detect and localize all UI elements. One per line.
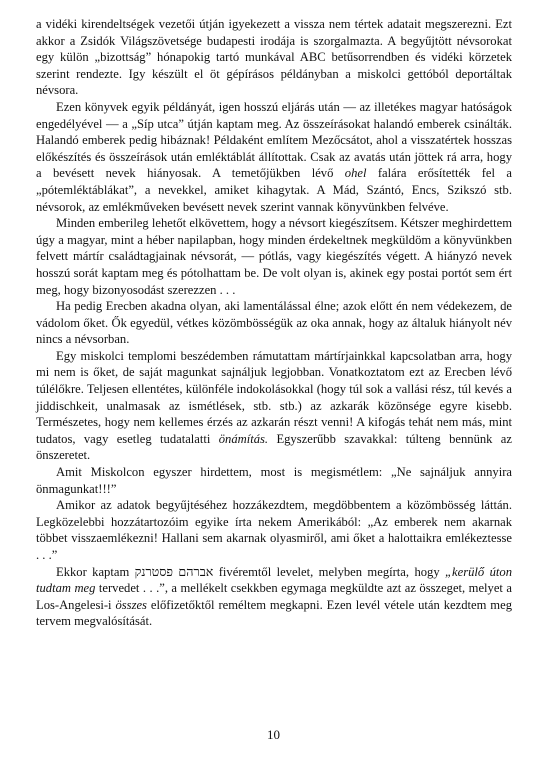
paragraph-2-italic-ohel: ohel (344, 166, 367, 181)
paragraph-4-text: Ha pedig Erecben akadna olyan, aki lamentálással élne; azok előtt én nem védekezem, de vádolom őket. Ők egyedül, vétkes közömbösségük az oka annak, hogy az általuk hiányolt név nincs a névsorban. (36, 299, 512, 347)
paragraph-6-text: Amit Miskolcon egyszer hirdettem, most is megismétlem: „Ne sajnáljuk annyira önmagunkat!!!” (36, 465, 512, 496)
paragraph-8-italic-osszes: összes (115, 597, 147, 612)
page-number: 10 (267, 727, 280, 742)
paragraph-8-text-d: tervedet . . .”, a mellékelt csekkben egymaga megküldte azt az összeget, melyet a Los-Angelesi-i (36, 581, 512, 612)
paragraph-8-italic-quote: „kerülő úton tudtam meg (36, 564, 512, 596)
paragraph-2-text-c: falára erősítették fel a „pótemléktáblákat”, a nevekkel, amiket kihagytak. A Mád, Szántó, Encs, Szikszó stb. névsorok, az emlékműveken bevésett nevek szerint vannak könyvünkben felvéve. (36, 166, 512, 214)
paragraph-8-text-a: Ekkor kaptam (56, 564, 135, 579)
paragraph-5-text-a: Egy miskolci templomi beszédemben rámutattam mártírjainkkal kapcsolatban arra, hogy mi nem is őket, de saját magunkat sajnáljuk legjobban. Vonatkoztatom ezt az Erecben lévő túlélőkre. Teljesen ellentétes, különféle indokolásokkal (hogy túl sok a vallási rész, túl kevés a jiddischkeit, unalmasak az ismétlések, stb. stb.) az azkarák közönsége egyre kisebb. Természetes, hogy nem kellemes érzés az azkarán részt venni! A kifogás tehát nem más, mint tudatos, vagy esetleg tudatalatti (36, 348, 512, 446)
paragraph-7 (36, 497, 512, 563)
paragraph-2-text-a: Ezen könyvek egyik példányát, igen hosszú eljárás után — az illetékes magyar hatóságok engedélyével — a „Síp utca” útján kaptam meg. Az összeírásokat halandó emberek csinálták. Halandó emberek pedig hibáznak! Példaként említem Mezőcsátot, ahol a visszatértek hosszas előkészítés és összeírások után emléktáblát állítottak. Csak az avatás után jöttek rá arra, hogy a bevésett nevek hiányosak. A temetőjükben lévő (36, 99, 512, 181)
paragraph-5 (36, 348, 512, 464)
paragraph-2 (36, 99, 512, 215)
paragraph-4 (36, 298, 512, 348)
paragraph-1-text: a vidéki kirendeltségek vezetői útján igyekezett a vissza nem tértek adatait megszerezni. Ezt akkor a Zsidók Világszövetsége budapesti irodája is szorgalmazta. A begyűjtött névsorokat egy külön „bizottság” hónapokig tartó munkával ABC betűsorrendben és vidéki körzetek szerint rendezte. Igy készült el öt gépírásos példányban a miskolci gettóból deportáltak névsora. (36, 17, 512, 98)
hebrew-name: אברהם פסטרנק (134, 564, 214, 579)
paragraph-8 (36, 564, 512, 630)
paragraph-3 (36, 215, 512, 298)
paragraph-5-text-c: Egyszerűbb szavakkal: túlteng bennünk az önszeretet. (36, 431, 512, 463)
paragraph-7-text: Amikor az adatok begyűjtéséhez hozzákezdtem, megdöbbentem a közömbösség láttán. Legközelebbi hozzátartozóim egyike írta nekem Amerikából: „Az emberek nem akarnak többet visszaemlékezni! Hallani sem akarnak olyasmiről, ami őket a halottaikra emlékeztesse . . .” (36, 498, 512, 562)
paragraph-1 (36, 16, 512, 99)
paragraph-3-text: Minden emberileg lehetőt elkövettem, hogy a névsort kiegészítsem. Kétszer meghirdettem úgy a magyar, mint a héber napilapban, hogy minden érdekeltnek megküldöm a könyvünkben felvett mártír családtagjainak névsorát, — pótlás, vagy kiegészítés végett. A hiányzó nevek hosszú sorát kaptam meg és pótolhattam be. De volt olyan is, akinek egy postai portót sem ért meg, hogy bizonyosodást szerezzen . . . (36, 216, 512, 297)
paragraph-8-text-b: fivéremtől levelet, melyben megírta, hogy (213, 564, 446, 579)
paragraph-5-italic-onamitas: önámítás. (218, 431, 269, 446)
paragraph-8-text-f: előfizetőktől reméltem megkapni. Ezen levél vétele után kezdtem meg tervem megvalósítását. (36, 597, 512, 629)
paragraph-6 (36, 464, 512, 497)
page-body (36, 16, 512, 630)
